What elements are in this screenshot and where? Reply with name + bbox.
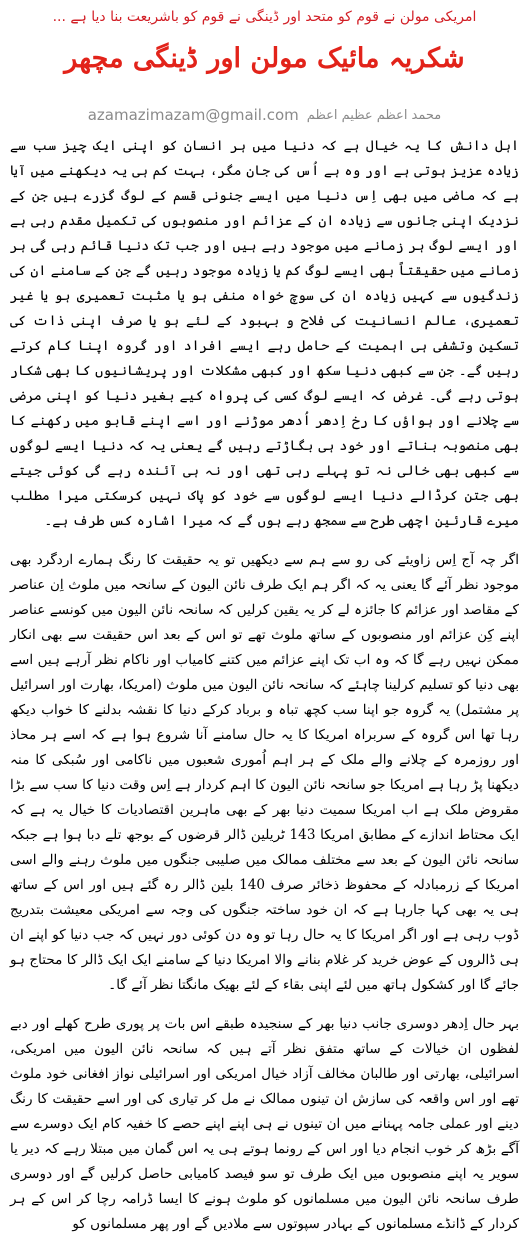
author-email[interactable]: azamazimazam@gmail.com	[87, 106, 299, 124]
article-paragraph-1: اہل دانش کا یہ خیال ہے کہ دنیا میں ہر انسان کو اپنی ایک چیز سب سے زیادہ عزیز ہوتی ہے اور وہ ہے اُس کی جان مگر، بہت کم ہی یہ دیکھنے میں آیا ہے کہ ماضی میں بھی اِس دنیا میں ایسے جنونی قسم کے لوگ گزرے ہیں جن کے نزدیک اپنی جانوں سے زیادہ ان کے عزائم اور منصوبوں کی تکمیل مقدم رہی ہے اور ایسے لوگ ہر زمانے میں موجود رہے ہیں اور جب تک دنیا قائم رہی گی ہر زمانے میں حقیقتاً بھی ایسے لوگ کم یا زیادہ موجود رہیں گے جن کے سامنے ان کی زندگیوں سے کہیں زیادہ ان کی سوچ خواہ منفی ہو یا مثبت تعمیری ہو یا غیر تعمیری، عالم انسانیت کی فلاح و بہبود کے لئے ہو یا صرف اپنی ذات کی تسکین وتشفی ہی اہمیت کے حامل رہے ایسے افراد اور گروہ اپنا کام کرتے رہیں گے۔ جن سے کبھی دنیا سکھ اور کبھی مشکلات اور پریشانیوں کا بھی شکار ہوتی رہے گی۔ غرض کہ ایسے لوگ کسی کی پرواہ کیے بغیر دنیا کو اپنی مرضی سے چلانے اور ہواؤں کا رخ اِدھر اُدھر موڑنے اور اسے اپنے قابو میں رکھنے کا بھی منصوبہ بناتے اور خود ہی بگاڑتے رہیں گے یعنی یہ کہ دنیا ایسے لوگوں سے کبھی بھی خالی نہ تو پہلے رہی تھی اور نہ ہی آئندہ رہے گی کوئی جیتے بھی جتن کرڈالے دنیا ایسے لوگوں سے خود کو پاک نہیں کرسکتی میرا مطلب میرے قارئین اچھی طرح سے سمجھ رہے ہوں گے کہ میرا اشارہ کس طرف ہے۔	[10, 138, 519, 529]
article-byline	[10, 104, 519, 126]
article-headline: شکریہ مائیک مولن اور ڈینگی مچھر	[64, 43, 465, 74]
article-body	[10, 134, 519, 1237]
article-kicker: امریکی مولن نے قوم کو متحد اور ڈینگی نے قوم کو باشریعت بنا دیا ہے ...	[52, 9, 477, 25]
author-name: محمد اعظم عظیم اعظم	[306, 107, 442, 123]
article-paragraph-2: اگر چہ آج اِس زاویئے کی رو سے ہم سے دیکھیں تو یہ حقیقت کا رنگ ہمارے اردگرد بھی موجود نظر آئے گا یعنی یہ کہ اگر ہم ایک طرف نائن الیون کے سانحہ میں ملوث اِن عناصر کے مقاصد اور عزائم کا جائزہ لے کر یہ یقین کرلیں کہ سانحہ نائن الیون میں کونسے عناصر اپنے کِن عزائم اور منصوبوں کے ساتھ ملوث تھے تو اس کے بعد اس حقیقت سے بھی انکار ممکن نہیں رہے گا کہ وہ اب تک اپنے عزائم میں کتنے کامیاب اور ناکام نظر آرہے ہیں اسے بھی دنیا کو تسلیم کرلینا چاہئے کہ سانحہ نائن الیون میں ملوث (امریکا، بھارت اور اسرائیل پر مشتمل) یہ گروہ جو اپنا سب کچھ تباہ و برباد کرکے دنیا کا نقشہ بدلنے کا خواب دیکھ رہا تھا اس گروہ کے سربراہ امریکا کا یہ حال سامنے آنا شروع ہوا ہے کہ اسے ہر محاذ اور روزمرہ کے چلانے والے ملک کے ہر اہم اُموری شعبوں میں ناکامی اور سُبکی کا منہ دیکھنا پڑ رہا ہے امریکا جو سانحہ نائن الیون کا اہم کردار ہے اِس وقت دنیا کا سب سے بڑا مقروض ملک ہے اب امریکا سمیت دنیا بھر کے بھی ماہرین اقتصادیات کا خیال یہ ہے کہ ایک محتاط اندازے کے مطابق امریکا 143 ٹریلین ڈالر قرضوں کے بوجھ تلے دبا ہوا ہے جبکہ سانحہ نائن الیون کے بعد سے مختلف ممالک میں صلیبی جنگوں میں ملوث رہنے والے اسی امریکا کے زرمبادلہ کے محفوظ ذخائر صرف 140 بلین ڈالر رہ گئے ہیں اور اس کے ساتھ ہی یہ بھی کہا جارہا ہے کہ ان خود ساختہ جنگوں کی وجہ سے امریکی معیشت بتدریج ڈوب رہی ہے اور اگر امریکا کا یہ حال رہا تو وہ دن کوئی دور نہیں کہ جب دنیا کو اپنے ان ہی ڈالروں کے عوض خرید کر غلام بنانے والا امریکا دنیا کے سامنے ایک ایک ڈالر کا محتاج ہو جائے گا اور کشکول ہاتھ میں لئے اپنی بقاء کے لئے بھیک مانگتا نظر آئے گا۔	[10, 552, 519, 993]
article-paragraph-3: بہر حال اِدھر دوسری جانب دنیا بھر کے سنجیدہ طبقے اس بات پر پوری طرح کھلے اور دبے لفظوں ان خیالات کے ساتھ متفق نظر آتے ہیں کہ سانحہ نائن الیون میں امریکی، اسرائیلی، بھارتی اور طالبان مخالف آزاد خیال امریکی اور اسرائیلی نواز افغانی خود ملوث تھے اور اس واقعہ کی سازش ان تینوں ممالک نے مل کر تیاری کی اور اسے حقیقت کا رنگ دینے اور عملی جامہ پہنانے میں ان تینوں نے ہی اپنے اپنے حصے کا خفیہ کام ایک دوسرے سے آگے بڑھ کر خوب انجام دیا اور اس کے رونما ہوتے ہی یہ اس گمان میں مبتلا رہے کہ دیر یا سویر یہ اپنے منصوبوں میں ایک طرف تو سو فیصد کامیابی حاصل کرلیں گے اور دوسری طرف سانحہ نائن الیون میں مسلمانوں کو ملوث ہونے کا ایسا ڈرامہ رچا کر اس کے ہر کردار کے ڈانڈے مسلمانوں کے بہادر سپوتوں سے ملادیں گے اور پھر مسلمانوں کو	[10, 1016, 519, 1232]
